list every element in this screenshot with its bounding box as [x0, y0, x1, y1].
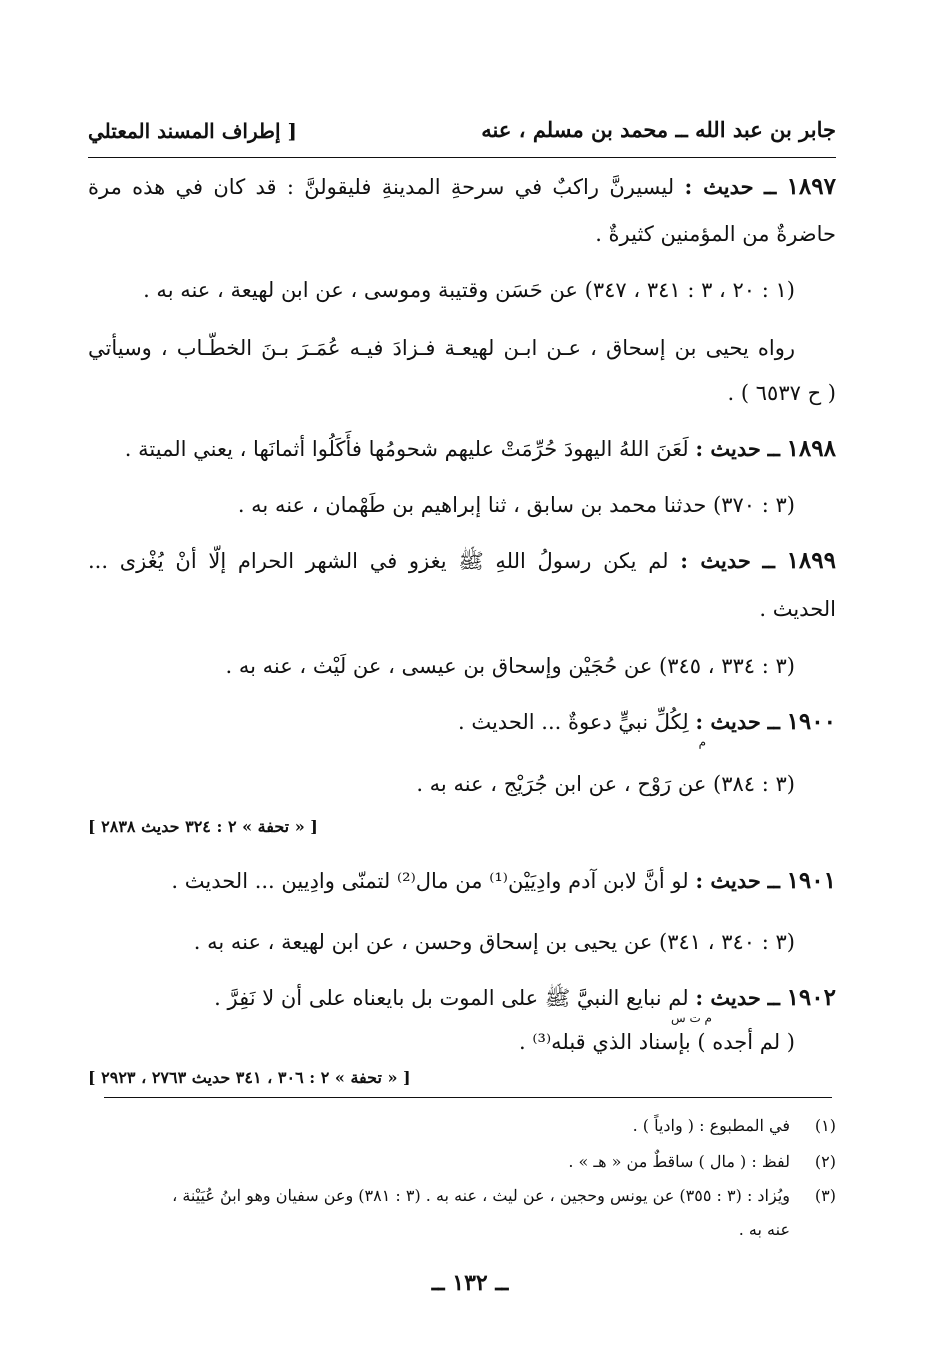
- hadith-dash: ــ: [767, 709, 780, 734]
- hadith-1902-line-2: ( لم أجده ) بإسناد الذي قبله⁽³⁾ .: [519, 1030, 795, 1054]
- tuhfa-reference: [ « تحفة » ٢ : ٣٠٦ ، ٣٤١ حديث ٢٧٦٣ ، ٢٩٢٣ ]: [88, 1068, 411, 1087]
- hadith-text: لَعَنَ اللهُ اليهودَ حُرِّمَتْ عليهم شحومُها فأَكَلُوا أثمانَها ، يعني الميتة .: [124, 437, 689, 461]
- hadith-dash: ــ: [767, 985, 780, 1010]
- hadith-1902-line-1: [88, 983, 836, 1013]
- tuhfa-reference: [ « تحفة » ٢ : ٣٢٤ حديث ٢٨٣٨ ]: [88, 817, 318, 836]
- hadith-1899-line-2: الحديث .: [759, 597, 836, 621]
- hadith-keyword: حديث :: [695, 868, 761, 893]
- hadith-dash: ــ: [767, 868, 780, 893]
- footnote-2: [88, 1150, 836, 1174]
- hadith-1897-line-1: [88, 172, 836, 202]
- hadith-keyword: حديث :: [695, 436, 761, 461]
- hadith-1900-line-1: [88, 707, 836, 737]
- hadith-keyword: حديث :: [684, 174, 754, 199]
- hadith-number: ١٨٩٧: [786, 173, 836, 200]
- hadith-text: لو أنَّ لابن آدم وادِيَيْن⁽¹⁾ من مال⁽²⁾ لتمنّى وادِيين ... الحديث .: [171, 869, 689, 893]
- hadith-1899-source: (٣ : ٣٣٤ ، ٣٤٥) عن حُجَيْن وإسحاق بن عيسى ، عن لَيْث ، عنه به .: [225, 654, 795, 678]
- collection-marks: م: [698, 735, 706, 749]
- hadith-dash: ــ: [762, 548, 775, 573]
- hadith-1897-line-2: حاضرةٌ من المؤمنين كثيرةٌ .: [595, 222, 836, 246]
- footnote-3-continued: [88, 1218, 836, 1242]
- footnote-marker: (٢): [814, 1152, 836, 1171]
- page-number: ــ ١٣٢ ــ: [431, 1270, 509, 1296]
- hadith-1898-source: (٣ : ٣٧٠) حدثنا محمد بن سابق ، ثنا إبراهيم بن طَهْمان ، عنه به .: [237, 493, 795, 517]
- hadith-number: ١٩٠٢: [786, 984, 836, 1011]
- hadith-1901-source: (٣ : ٣٤٠ ، ٣٤١) عن يحيى بن إسحاق وحسن ، عن ابن لهيعة ، عنه به .: [193, 930, 795, 954]
- hadith-keyword: حديث :: [695, 709, 761, 734]
- hadith-number: ١٩٠١: [786, 867, 836, 894]
- header-chapter-title: جابر بن عبد الله ــ محمد بن مسلم ، عنه: [481, 117, 836, 142]
- hadith-1898-line-1: [88, 434, 836, 464]
- hadith-text: لم يكن رسولُ اللهِ ﷺ يغزو في الشهر الحرام إلّا أنْ يُغْزى ...: [88, 549, 669, 573]
- header-book-title: [ إطراف المسند المعتلي: [88, 119, 297, 143]
- hadith-text: لم نبايع النبيَّ ﷺ على الموت بل بايعناه على أن لا نَفِرَّ .: [214, 986, 689, 1010]
- footnote-marker: (٣): [814, 1186, 836, 1205]
- hadith-dash: ــ: [767, 436, 780, 461]
- hadith-1897-note-2: ( ح ٦٥٣٧ ) .: [727, 381, 836, 405]
- footnote-text: لفظ : ( مال ) ساقطٌ من « هـ » .: [568, 1152, 790, 1171]
- hadith-number: ١٨٩٩: [786, 547, 836, 574]
- footnote-separator: [104, 1097, 832, 1098]
- running-header: [88, 113, 836, 158]
- collection-marks: م ت س: [670, 1011, 712, 1025]
- hadith-number: ١٩٠٠: [786, 708, 836, 735]
- hadith-1901-line-1: [88, 866, 836, 896]
- hadith-number: ١٨٩٨: [786, 435, 836, 462]
- footnote-3: [88, 1184, 836, 1208]
- footnote-text: ويُزاد : (٣ : ٣٥٥) عن يونس وحجين ، عن ليث ، عنه به . (٣ : ٣٨١) وعن سفيان وهو ابنُ عُيَيْنة ،: [172, 1186, 790, 1205]
- footnote-marker: (١): [814, 1116, 836, 1135]
- hadith-dash: ــ: [763, 174, 777, 199]
- hadith-keyword: حديث :: [695, 985, 761, 1010]
- footnote-1: [88, 1114, 836, 1138]
- footnote-text: عنه به .: [738, 1220, 790, 1239]
- hadith-1899-line-1: [88, 546, 836, 576]
- hadith-keyword: حديث :: [680, 548, 751, 573]
- footnote-text: في المطبوع : ( وادياً ) .: [632, 1116, 790, 1135]
- hadith-1900-source: (٣ : ٣٨٤) عن رَوْح ، عن ابن جُرَيْج ، عنه به .: [416, 772, 795, 796]
- hadith-text: لِكُلِّ نبيٍّ دعوةٌ ... الحديث .: [457, 710, 689, 734]
- hadith-1897-source: (١ : ٢٠ ، ٣ : ٣٤١ ، ٣٤٧) عن حَسَن وقتيبة وموسى ، عن ابن لهيعة ، عنه به .: [143, 278, 795, 302]
- hadith-1897-note-1: رواه يحيى بن إسحاق ، عـن ابـن لهيعـة فـزادَ فيـه عُمَـرَ بـنَ الخطّـاب ، وسيأتي: [88, 336, 795, 360]
- hadith-text: ليسيرنَّ راكبٌ في سرحةِ المدينةِ فليقولنَّ : قد كان في هذه مرة: [88, 175, 675, 199]
